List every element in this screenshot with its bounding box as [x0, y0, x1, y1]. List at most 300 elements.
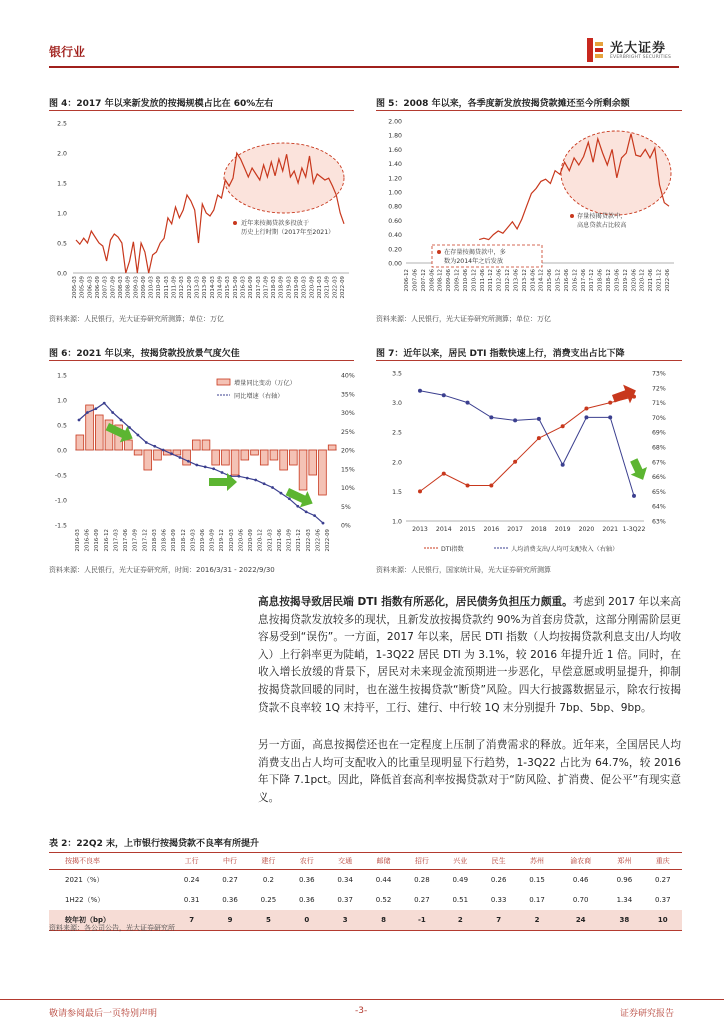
fig6-growth-point: [128, 426, 131, 429]
fig4-x-tick: 2013-03: [194, 276, 201, 299]
fig6-bar: [319, 450, 327, 495]
fig6-y-left-tick: -1.0: [54, 497, 67, 505]
fig7-title: 图 7：近年以来，居民 DTI 指数快速上行，消费支出占比下降: [376, 349, 625, 359]
fig5-annotation-dot: [570, 214, 574, 218]
table-cell: 0.31: [183, 896, 200, 904]
fig4-x-tick: 2006-03: [87, 276, 94, 299]
table-cell: 0.49: [452, 876, 469, 884]
table-cell: 0.37: [654, 896, 671, 904]
fig6-x-tick: 2021-12: [296, 529, 303, 552]
fig4-x-tick: 2020-09: [309, 276, 316, 299]
fig6-growth-point: [162, 449, 165, 452]
fig5-y-tick: 2.00: [388, 118, 402, 126]
fig5-x-tick: 2017-06: [580, 269, 587, 292]
fig7-y-right-tick: 66%: [652, 474, 666, 482]
fig4-x-tick: 2009-09: [140, 276, 147, 299]
npl-table: [49, 852, 682, 931]
fig6-x-tick: 2018-12: [180, 529, 187, 552]
fig6-y-left-tick: -1.5: [54, 522, 67, 530]
fig7-consumption-point: [489, 415, 493, 419]
table-header-cell: 邮储: [364, 853, 402, 870]
fig6-growth-point: [94, 407, 97, 410]
fig4-x-tick: 2017-03: [255, 276, 262, 299]
fig6-legend-line: 同比增速（右轴）: [234, 393, 284, 400]
fig6-x-tick: 2018-03: [151, 529, 158, 552]
logo-text-cn: 光大证券: [610, 41, 667, 56]
fig7-y-right-tick: 65%: [652, 488, 666, 496]
header-rule: [49, 66, 679, 68]
fig4-chart: [49, 113, 359, 313]
fig6-x-tick: 2018-09: [171, 529, 178, 552]
table-cell: 0.33: [490, 896, 507, 904]
fig6-growth-point: [288, 497, 291, 500]
table-cell: 0.28: [414, 876, 430, 884]
fig4-y-tick: 1.0: [57, 210, 67, 218]
fig6-bar: [173, 450, 181, 455]
fig7-y-left-tick: 1.0: [392, 518, 402, 526]
fig4-x-tick: 2015-09: [232, 276, 239, 299]
table-cell: 2: [518, 910, 556, 931]
fig5-x-tick: 2021-06: [648, 269, 655, 292]
fig6-legend-bar: 增量同比变动（万亿）: [234, 380, 296, 387]
fig7-x-tick: 2013: [412, 526, 428, 533]
fig4-x-tick: 2014-09: [217, 276, 224, 299]
table-header-cell: 渝农商: [556, 853, 605, 870]
table-cell: 7: [172, 910, 210, 931]
table-cell: 2021（%）: [65, 876, 104, 884]
fig7-dti-point: [489, 483, 493, 487]
fig7-y-right-tick: 64%: [652, 503, 666, 511]
fig6-growth-point: [280, 492, 283, 495]
fig5-x-tick: 2010-12: [471, 269, 478, 292]
fig6-x-tick: 2016-12: [103, 529, 110, 552]
table-source: 资料来源：各公司公告，光大证券研究所: [49, 924, 175, 932]
fig6-growth-point: [86, 411, 89, 414]
fig6-x-tick: 2019-03: [190, 529, 197, 552]
fig5-x-tick: 2017-12: [589, 269, 596, 292]
fig6-source: 资料来源：人民银行，光大证券研究所，时间：2016/3/31 - 2022/9/30: [49, 566, 275, 574]
fig4-highlight-ellipse: [224, 143, 344, 213]
fig4-x-tick: 2007-03: [102, 276, 109, 299]
fig7-dti-point: [466, 483, 470, 487]
fig4-x-tick: 2019-09: [294, 276, 301, 299]
table-header-row: [49, 853, 682, 870]
fig4-source: 资料来源：人民银行，光大证券研究所测算；单位：万亿: [49, 315, 224, 323]
fig4-x-tick: 2007-09: [110, 276, 117, 299]
fig5-x-tick: 2007-12: [420, 269, 427, 292]
fig7-consumption-point: [561, 463, 565, 467]
fig5-x-tick: 2018-12: [606, 269, 613, 292]
fig6-bar: [299, 450, 307, 490]
fig7-y-right-tick: 68%: [652, 444, 666, 452]
table-header-cell: 交通: [326, 853, 364, 870]
fig6-growth-point: [103, 402, 106, 405]
arrow-up-icon: [610, 381, 639, 408]
table-header-cell: 兴业: [441, 853, 479, 870]
fig6-growth-point: [322, 522, 325, 525]
fig4-y-tick: 1.5: [57, 180, 67, 188]
fig4-y-tick: 0.5: [57, 240, 67, 248]
fig7-y-left-tick: 2.5: [392, 429, 402, 437]
fig6-x-tick: 2016-03: [75, 529, 81, 552]
fig6-y-right-tick: 20%: [341, 447, 355, 455]
table-cell: 10: [644, 910, 682, 931]
table-header-cell: 重庆: [644, 853, 682, 870]
fig6-growth-point: [111, 411, 114, 414]
table-cell: 0.2: [262, 876, 274, 884]
fig5-x-tick: 2021-12: [656, 269, 663, 292]
fig7-legend-consumption: 人均消费支出/人均可支配收入（右轴）: [511, 546, 619, 553]
table-cell: 0.27: [222, 876, 238, 884]
fig5-title: 图 5：2008 年以来，各季度新发放按揭贷款摊还至今所剩余额: [376, 99, 630, 109]
fig4-x-tick: 2018-03: [271, 276, 278, 299]
fig5-x-tick: 2010-06: [462, 269, 469, 292]
fig6-x-tick: 2017-03: [113, 529, 120, 552]
fig5-x-tick: 2015-12: [555, 269, 562, 292]
table-cell: 7: [479, 910, 517, 931]
fig7-svg: [376, 363, 682, 563]
fig7-y-left-tick: 3.5: [392, 370, 402, 378]
fig6-bar: [192, 440, 200, 450]
table-cell: 0.34: [337, 876, 353, 884]
table-cell: 0.25: [260, 896, 277, 904]
fig6-x-tick: 2020-06: [238, 529, 245, 552]
fig7-dti-point: [561, 424, 565, 428]
fig5-x-tick: 2018-06: [597, 269, 604, 292]
table-cell: 0.44: [375, 876, 392, 884]
logo-text-en: EVERBRIGHT SECURITIES: [610, 55, 672, 60]
table-cell: 8: [364, 910, 402, 931]
fig4-x-tick: 2022-03: [332, 276, 339, 299]
fig7-y-right-tick: 70%: [652, 414, 666, 422]
fig7-x-tick: 1-3Q22: [622, 526, 646, 533]
fig6-bar: [260, 450, 268, 465]
fig7-consumption-point: [537, 417, 541, 421]
fig4-x-tick: 2021-03: [317, 276, 324, 299]
fig6-y-right-tick: 15%: [341, 466, 355, 474]
fig7-dti-point: [537, 436, 541, 440]
table-cell: 0.15: [529, 876, 545, 884]
fig6-growth-point: [296, 505, 299, 508]
fig6-y-right-tick: 40%: [341, 372, 355, 380]
table-cell: 较年初（bp）: [49, 910, 172, 931]
table-cell: 0: [288, 910, 326, 931]
fig7-dti-point: [608, 401, 612, 405]
fig4-x-tick: 2018-09: [278, 276, 285, 299]
fig6-growth-point: [254, 479, 257, 482]
table-cell: 0.26: [490, 876, 507, 884]
table-cell: 0.27: [654, 876, 671, 884]
fig6-title: 图 6：2021 年以来，按揭贷款投放景气度欠佳: [49, 349, 240, 359]
fig6-growth-point: [271, 486, 274, 489]
fig7-dti-point: [584, 407, 588, 411]
fig4-x-tick: 2012-09: [186, 276, 193, 299]
table-cell: 1.34: [616, 896, 633, 904]
fig7-x-tick: 2014: [435, 526, 452, 533]
table-cell: 0.70: [572, 896, 589, 904]
fig5-x-tick: 2020-06: [631, 269, 638, 292]
fig7-x-tick: 2020: [578, 526, 595, 533]
fig6-bar: [144, 450, 152, 470]
fig4-x-tick: 2006-09: [94, 276, 101, 299]
fig5-y-tick: 1.60: [388, 146, 402, 154]
fig6-y-left-tick: 0.5: [57, 422, 67, 430]
fig7-y-right-tick: 71%: [652, 400, 666, 408]
table-cell: 1H22（%）: [65, 896, 105, 904]
fig6-bar: [241, 450, 249, 460]
fig4-x-tick: 2022-09: [340, 276, 346, 299]
fig6-bar: [183, 450, 191, 465]
fig5-y-tick: 0.60: [388, 217, 402, 225]
fig4-x-tick: 2013-09: [202, 276, 209, 299]
fig6-y-right-tick: 35%: [341, 391, 355, 399]
fig4-x-tick: 2017-09: [263, 276, 270, 299]
paragraph-dti: [258, 594, 681, 717]
fig4-x-tick: 2015-03: [225, 276, 232, 299]
fig7-rule: [376, 360, 682, 361]
fig5-y-tick: 0.40: [388, 232, 402, 240]
fig6-growth-point: [313, 514, 316, 517]
table-cell: 5: [249, 910, 287, 931]
fig4-annotation-dot: [233, 221, 237, 225]
fig6-svg: [49, 363, 359, 563]
fig5-y-tick: 1.20: [388, 175, 402, 183]
fig5-y-tick: 1.40: [388, 161, 402, 169]
fig7-consumption-point: [584, 415, 588, 419]
fig6-x-tick: 2019-12: [219, 529, 226, 552]
fig6-x-tick: 2022-09: [325, 529, 331, 552]
page-number: -3-: [355, 1006, 368, 1016]
table-header-cell: 中行: [211, 853, 249, 870]
fig5-svg: [376, 113, 682, 313]
fig5-y-tick: 0.00: [388, 260, 402, 268]
fig6-growth-point: [204, 465, 207, 468]
fig6-growth-point: [305, 510, 308, 513]
fig6-growth-point: [153, 445, 156, 448]
fig7-y-left-tick: 2.0: [392, 459, 402, 467]
fig6-x-tick: 2021-03: [267, 529, 274, 552]
table-cell: 0.37: [337, 896, 353, 904]
fig6-growth-point: [221, 471, 224, 474]
fig7-consumption-point: [608, 415, 612, 419]
fig7-dti-point: [442, 472, 446, 476]
fig4-rule: [49, 110, 354, 111]
table-header-cell: 招行: [403, 853, 441, 870]
fig5-y-tick: 1.80: [388, 132, 402, 140]
fig5-x-tick: 2014-12: [538, 269, 545, 292]
table-cell: 0.52: [375, 896, 392, 904]
fig4-x-tick: 2019-03: [286, 276, 293, 299]
fig6-y-right-tick: 0%: [341, 522, 351, 530]
fig6-x-tick: 2016-09: [94, 529, 101, 552]
table-cell: 24: [556, 910, 605, 931]
table-cell: 0.36: [298, 876, 315, 884]
table-header-cell: 工行: [172, 853, 210, 870]
fig6-bar: [95, 415, 103, 450]
fig7-consumption-line: [420, 391, 634, 496]
fig5-x-tick: 2011-06: [479, 269, 486, 292]
fig6-y-left-tick: 1.5: [57, 372, 67, 380]
fig6-growth-point: [212, 467, 215, 470]
fig6-bar: [154, 450, 162, 460]
fig6-bar: [251, 450, 259, 455]
fig6-bar: [125, 440, 133, 450]
fig4-svg: [49, 113, 359, 313]
fig5-annotation2-dot: [437, 250, 441, 254]
table-cell: 2: [441, 910, 479, 931]
fig7-x-tick: 2016: [483, 526, 500, 533]
fig4-x-tick: 2014-03: [209, 276, 216, 299]
company-logo: [584, 36, 684, 66]
fig5-rule: [376, 110, 682, 111]
fig7-dti-line: [420, 397, 634, 492]
fig6-bar: [289, 450, 297, 465]
table-header-cell: 建行: [249, 853, 287, 870]
fig6-growth-point: [187, 460, 190, 463]
table-cell: 0.46: [572, 876, 589, 884]
fig6-x-tick: 2017-09: [132, 529, 139, 552]
table-cell: 0.36: [222, 896, 238, 904]
table-header-cell: 农行: [288, 853, 326, 870]
fig7-consumption-point: [442, 393, 446, 397]
fig4-x-tick: 2005-03: [72, 276, 78, 299]
fig7-x-tick: 2021: [602, 526, 619, 533]
fig7-consumption-point: [632, 494, 636, 498]
fig7-y-right-tick: 67%: [652, 459, 666, 467]
fig5-x-tick: 2013-06: [513, 269, 520, 292]
fig4-x-tick: 2011-03: [163, 276, 170, 299]
fig5-x-tick: 2008-06: [429, 269, 436, 292]
fig4-x-tick: 2008-03: [117, 276, 124, 299]
table-header-cell: 民生: [479, 853, 517, 870]
fig6-bar: [202, 440, 210, 450]
fig4-x-tick: 2021-09: [324, 276, 331, 299]
fig5-y-tick: 0.20: [388, 246, 402, 254]
logo-mark-icon: [584, 36, 606, 64]
fig4-x-tick: 2011-09: [171, 276, 178, 299]
fig7-chart: [376, 363, 682, 563]
table-cell: -1: [403, 910, 441, 931]
fig6-x-tick: 2022-06: [315, 529, 322, 552]
fig6-x-tick: 2021-09: [286, 529, 293, 552]
fig6-x-tick: 2020-09: [248, 529, 255, 552]
fig4-x-tick: 2010-03: [148, 276, 155, 299]
paragraph-dti-body: 考虑到 2017 年以来高息按揭贷款发放较多的现状，且新发放按揭贷款约 90%为首套房贷款，这部分刚需阶层更容易受到“误伤”。一方面，2017 年以来，居民 DTI 指数（人均按揭贷款利息支出/人均收入）上行斜率更为陡峭，1-3Q22 居民 DTI 为 3.1%，较 2016 年提升近 1 倍。同时，在收入增长放缓的背景下，居民对未来现金流预期进一步恶化，早偿意愿或明显提升，抑制按揭贷款回暖的同时，也在滋生按揭贷款“断贷”风险。四大行披露数据显示，除农行按揭贷款不良率较 1Q 末持平，工行、建行、中行较 1Q 末分别提升 7bp、5bp、9bp。: [258, 596, 681, 714]
fig4-x-tick: 2009-03: [133, 276, 140, 299]
fig6-growth-point: [136, 434, 139, 437]
fig5-annotation1: 存量按揭贷款中，高息贷款占比较高: [577, 213, 627, 229]
fig6-bar: [222, 450, 230, 465]
fig6-y-left-tick: 1.0: [57, 397, 67, 405]
fig6-x-tick: 2017-12: [142, 529, 149, 552]
fig6-bar: [76, 435, 84, 450]
fig4-title: 图 4：2017 年以来新发放的按揭规模占比在 60%左右: [49, 99, 274, 109]
table-header-cell: 郑州: [605, 853, 643, 870]
fig6-bar: [231, 450, 239, 475]
fig6-y-right-tick: 30%: [341, 410, 355, 417]
fig5-x-tick: 2011-12: [488, 269, 495, 292]
table-cell: 0.24: [183, 876, 200, 884]
fig6-growth-point: [78, 419, 81, 422]
fig5-annotation2: 在存量按揭贷款中，多数为2014年之后发放: [444, 249, 506, 265]
fig6-growth-point: [170, 452, 173, 455]
fig5-y-tick: 1.00: [388, 189, 402, 197]
fig6-bar: [212, 450, 220, 465]
fig5-source: 资料来源：人民银行，光大证券研究所测算；单位：万亿: [376, 315, 551, 323]
fig7-x-tick: 2018: [531, 526, 547, 533]
table-row: [49, 870, 682, 891]
fig6-bar: [280, 450, 288, 470]
fig6-growth-point: [237, 475, 240, 478]
fig5-x-tick: 2009-12: [454, 269, 461, 292]
fig5-x-tick: 2014-06: [530, 269, 537, 292]
fig5-x-tick: 2015-06: [547, 269, 554, 292]
table-cell: 38: [605, 910, 643, 931]
fig6-x-tick: 2020-03: [228, 529, 235, 552]
fig5-x-tick: 2019-12: [622, 269, 629, 292]
footer-rule: [0, 999, 724, 1000]
fig6-growth-point: [120, 419, 123, 422]
fig7-x-tick: 2019: [554, 526, 571, 533]
fig7-source: 资料来源：人民银行，国家统计局，光大证券研究所测算: [376, 566, 551, 574]
footer-report-type: 证券研究报告: [620, 1009, 675, 1019]
fig6-x-tick: 2017-06: [123, 529, 130, 552]
fig6-x-tick: 2016-06: [84, 529, 91, 552]
table-cell: 0.27: [414, 896, 430, 904]
fig7-consumption-point: [466, 401, 470, 405]
fig5-x-tick: 2016-12: [572, 269, 579, 292]
table-cell: 0.51: [452, 896, 469, 904]
fig7-y-right-tick: 63%: [652, 518, 666, 526]
fig7-consumption-point: [418, 389, 422, 393]
table-cell: 0.17: [529, 896, 545, 904]
fig6-growth-point: [195, 464, 198, 467]
fig7-y-right-tick: 73%: [652, 370, 666, 378]
fig5-x-tick: 2013-12: [521, 269, 528, 292]
fig6-growth-point: [179, 456, 182, 459]
fig6-x-tick: 2018-06: [161, 529, 168, 552]
fig7-y-right-tick: 69%: [652, 429, 666, 437]
fig4-y-tick: 2.0: [57, 150, 67, 158]
table-row: [49, 890, 682, 910]
fig4-x-tick: 2016-09: [248, 276, 255, 299]
fig5-x-tick: 2008-12: [437, 269, 444, 292]
fig4-x-tick: 2020-03: [301, 276, 308, 299]
fig7-dti-point: [418, 489, 422, 493]
fig7-x-tick: 2015: [459, 526, 476, 533]
fig5-x-tick: 2022-06: [665, 269, 671, 292]
fig6-bar: [328, 445, 336, 450]
paragraph-consumption: 另一方面，高息按揭偿还也在一定程度上压制了消费需求的释放。近年来，全国居民人均消费支出占人均可支配收入的比重呈现明显下行趋势，1-3Q22 占比为 64.7%，较 2016 年下降 7.1pct。因此，降低首套高利率按揭贷款对于“防风险、扩消费、促公平”有现实意义。: [258, 739, 681, 804]
fig6-y-right-tick: 25%: [341, 428, 355, 436]
fig6-bar: [134, 450, 142, 455]
fig5-x-tick: 2009-06: [446, 269, 453, 292]
fig4-x-tick: 2005-09: [79, 276, 86, 299]
fig4-y-tick: 0.0: [57, 270, 67, 278]
fig7-y-left-tick: 1.5: [392, 488, 402, 496]
fig6-x-tick: 2022-03: [305, 529, 312, 552]
fig6-x-tick: 2021-06: [276, 529, 283, 552]
fig5-x-tick: 2020-12: [639, 269, 646, 292]
fig7-dti-point: [513, 460, 517, 464]
fig6-growth-point: [246, 477, 249, 480]
table-header-cell: 苏州: [518, 853, 556, 870]
fig4-x-tick: 2010-09: [156, 276, 163, 299]
fig5-x-tick: 2006-12: [404, 269, 410, 292]
industry-tag: 银行业: [49, 45, 86, 59]
fig5-y-tick: 0.80: [388, 203, 402, 211]
fig4-annotation: 近年来按揭贷款多投放于历史上行时期（2017年至2021）: [241, 220, 335, 236]
